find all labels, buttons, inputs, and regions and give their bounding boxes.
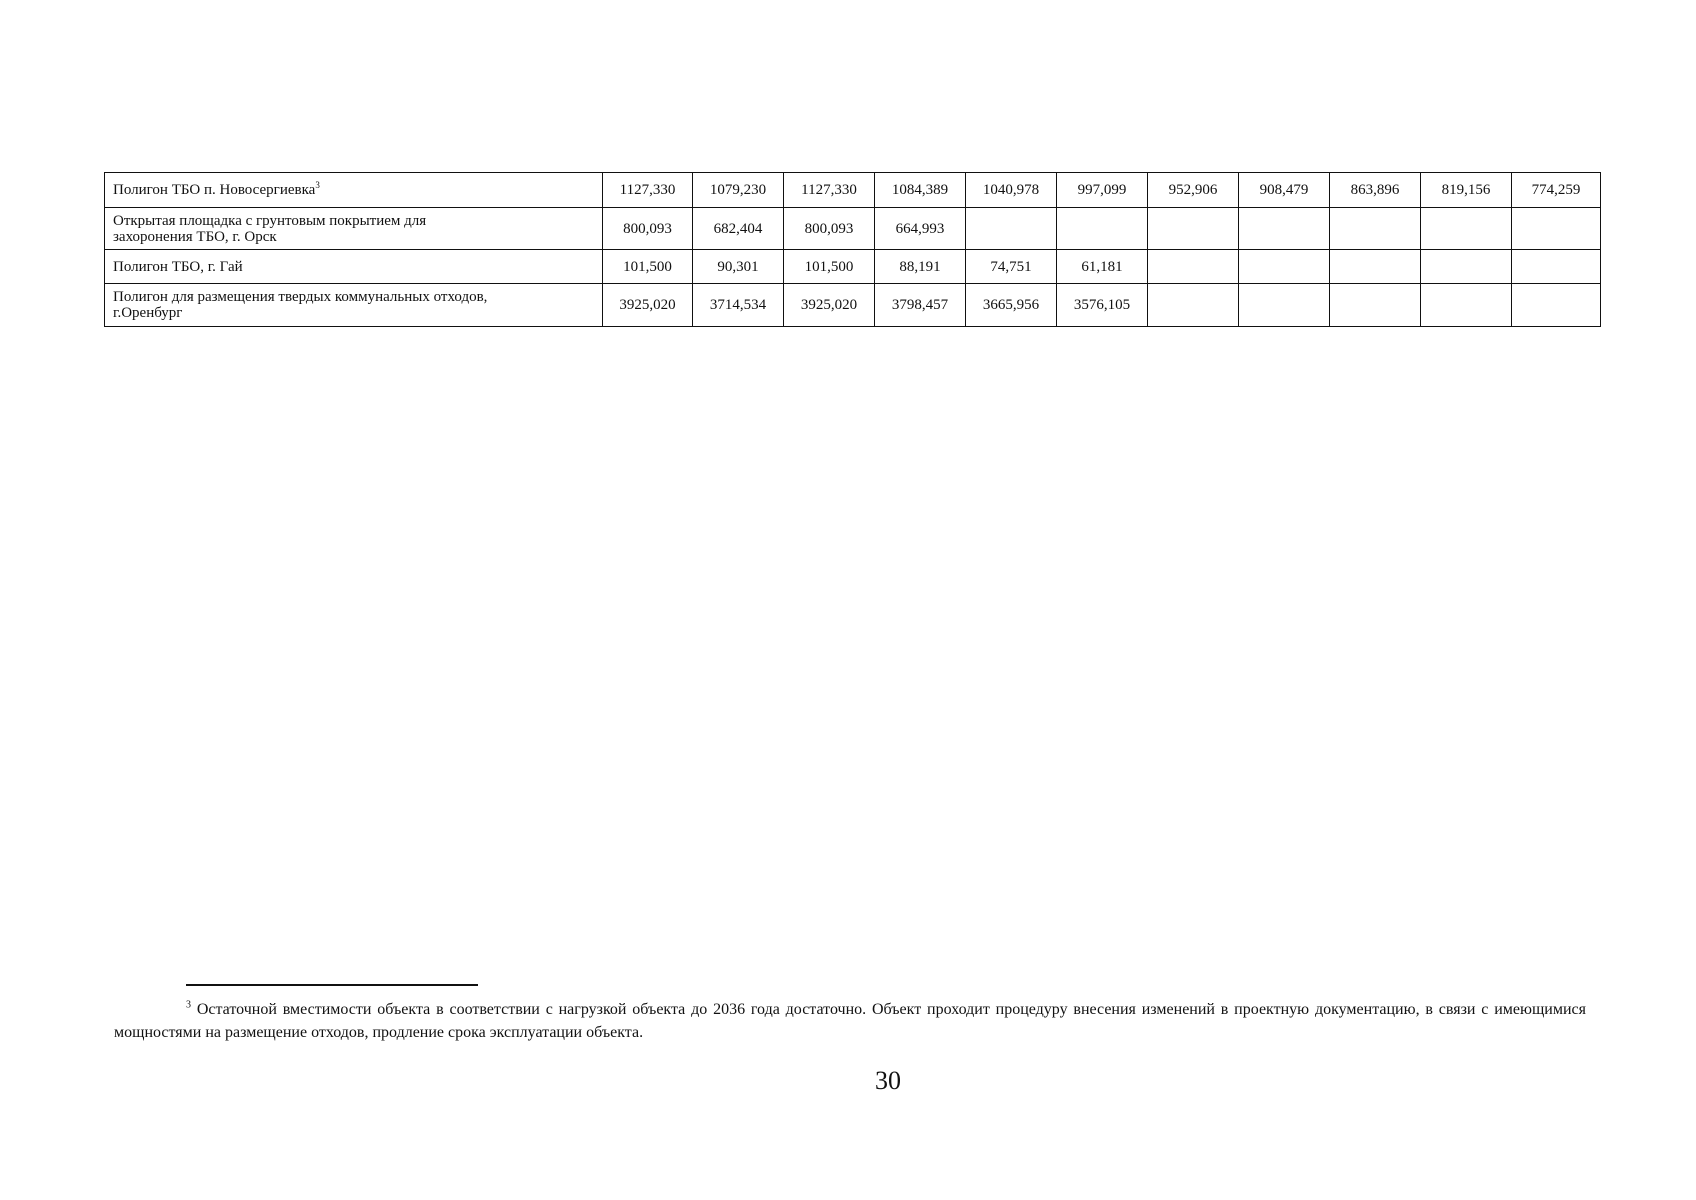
footnote-separator bbox=[186, 984, 478, 986]
capacity-value-cell: 101,500 bbox=[784, 250, 875, 284]
facility-name: Полигон ТБО п. Новосергиевка bbox=[113, 182, 316, 198]
facility-name-cell: Полигон ТБО, г. Гай bbox=[105, 250, 603, 284]
footnote bbox=[114, 998, 1586, 1044]
capacity-value-cell bbox=[966, 208, 1057, 250]
capacity-value-cell: 800,093 bbox=[784, 208, 875, 250]
capacity-value-cell: 3576,105 bbox=[1057, 284, 1148, 327]
capacity-value-cell: 90,301 bbox=[693, 250, 784, 284]
capacity-value-cell: 61,181 bbox=[1057, 250, 1148, 284]
capacity-value-cell bbox=[1239, 250, 1330, 284]
table-row bbox=[105, 173, 1601, 208]
capacity-value-cell bbox=[1512, 284, 1601, 327]
capacity-value-cell bbox=[1512, 250, 1601, 284]
capacity-value-cell: 1127,330 bbox=[603, 173, 693, 208]
capacity-value-cell: 3925,020 bbox=[603, 284, 693, 327]
facility-name-line: г.Оренбург bbox=[113, 305, 183, 321]
capacity-value-cell: 3798,457 bbox=[875, 284, 966, 327]
capacity-value-cell: 1040,978 bbox=[966, 173, 1057, 208]
facility-name-line: Открытая площадка с грунтовым покрытием для bbox=[113, 212, 427, 229]
footnote-reference: 3 bbox=[315, 180, 320, 190]
facility-name-line: захоронения ТБО, г. Орск bbox=[113, 228, 277, 245]
footnote-text: Остаточной вместимости объекта в соответствии с нагрузкой объекта до 2036 года достаточно. Объект проходит процедуру внесения изменений в проектную документацию, в связи с имеющимися мощностями на размещение отходов, продление срока эксплуатации объекта. bbox=[114, 1001, 1586, 1041]
capacity-value-cell bbox=[1239, 284, 1330, 327]
capacity-value-cell: 908,479 bbox=[1239, 173, 1330, 208]
capacity-value-cell bbox=[1330, 250, 1421, 284]
capacity-value-cell bbox=[1239, 208, 1330, 250]
capacity-value-cell: 3665,956 bbox=[966, 284, 1057, 327]
capacity-value-cell: 88,191 bbox=[875, 250, 966, 284]
capacity-value-cell: 3925,020 bbox=[784, 284, 875, 327]
capacity-value-cell: 1079,230 bbox=[693, 173, 784, 208]
table-row bbox=[105, 208, 1601, 250]
capacity-value-cell: 1084,389 bbox=[875, 173, 966, 208]
capacity-value-cell bbox=[1421, 284, 1512, 327]
capacity-value-cell: 800,093 bbox=[603, 208, 693, 250]
waste-landfill-capacity-table bbox=[104, 172, 1601, 327]
capacity-value-cell: 1127,330 bbox=[784, 173, 875, 208]
capacity-value-cell bbox=[1057, 208, 1148, 250]
capacity-value-cell: 952,906 bbox=[1148, 173, 1239, 208]
capacity-value-cell bbox=[1148, 250, 1239, 284]
capacity-value-cell: 682,404 bbox=[693, 208, 784, 250]
capacity-value-cell bbox=[1512, 208, 1601, 250]
capacity-value-cell: 997,099 bbox=[1057, 173, 1148, 208]
capacity-value-cell bbox=[1421, 250, 1512, 284]
facility-name-cell bbox=[105, 284, 603, 327]
capacity-value-cell: 664,993 bbox=[875, 208, 966, 250]
capacity-value-cell bbox=[1330, 208, 1421, 250]
capacity-value-cell: 74,751 bbox=[966, 250, 1057, 284]
facility-name-cell bbox=[105, 208, 603, 250]
facility-name-line: Полигон для размещения твердых коммунальных отходов, bbox=[113, 289, 488, 305]
table-row bbox=[105, 250, 1601, 284]
capacity-value-cell bbox=[1148, 208, 1239, 250]
footnote-marker: 3 bbox=[186, 999, 191, 1011]
facility-name-cell bbox=[105, 173, 603, 208]
table-row bbox=[105, 284, 1601, 327]
capacity-value-cell: 774,259 bbox=[1512, 173, 1601, 208]
capacity-value-cell bbox=[1148, 284, 1239, 327]
capacity-value-cell bbox=[1421, 208, 1512, 250]
capacity-value-cell: 3714,534 bbox=[693, 284, 784, 327]
capacity-value-cell bbox=[1330, 284, 1421, 327]
capacity-value-cell: 863,896 bbox=[1330, 173, 1421, 208]
capacity-value-cell: 819,156 bbox=[1421, 173, 1512, 208]
capacity-value-cell: 101,500 bbox=[603, 250, 693, 284]
page-number: 30 bbox=[875, 1066, 901, 1095]
